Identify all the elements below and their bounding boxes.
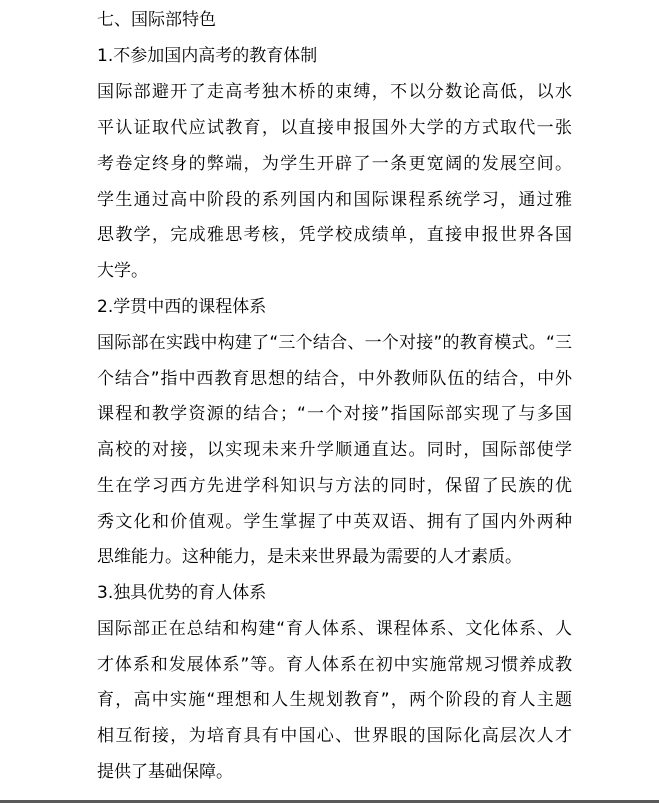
paragraph-1-line: 考卷定终身的弊端，为学生开辟了一条更宽阔的发展空间。 xyxy=(97,154,572,174)
paragraph-2-line: 个结合”指中西教育思想的结合，中外教师队伍的结合，中外 xyxy=(97,369,572,389)
paragraph-2-line: 高校的对接，以实现未来升学顺通直达。同时，国际部使学 xyxy=(97,440,572,460)
section-title: 七、国际部特色 xyxy=(97,10,216,30)
paragraph-3-line: 国际部正在总结和构建“育人体系、课程体系、文化体系、人 xyxy=(97,619,572,639)
subsection-title-2: 2.学贯中西的课程体系 xyxy=(97,297,267,317)
paragraph-2-line: 课程和教学资源的结合；“一个对接”指国际部实现了与多国 xyxy=(97,404,572,424)
paragraph-3-line: 相互衔接，为培育具有中国心、世界眼的国际化高层次人才 xyxy=(97,726,572,746)
paragraph-2-line: 思维能力。这种能力，是未来世界最为需要的人才素质。 xyxy=(97,547,522,567)
paragraph-2-line: 国际部在实践中构建了“三个结合、一个对接”的教育模式。“三 xyxy=(97,333,572,353)
subsection-title-1: 1.不参加国内高考的教育体制 xyxy=(97,46,318,66)
subsection-title-3: 3.独具优势的育人体系 xyxy=(97,583,267,603)
paragraph-2-line: 生在学习西方先进学科知识与方法的同时，保留了民族的优 xyxy=(97,476,572,496)
paragraph-3-line: 育，高中实施“理想和人生规划教育”，两个阶段的育人主题 xyxy=(97,690,572,710)
paragraph-3-line: 提供了基础保障。 xyxy=(97,762,233,782)
paragraph-1-line: 思教学，完成雅思考核，凭学校成绩单，直接申报世界各国 xyxy=(97,225,572,245)
paragraph-2-line: 秀文化和价值观。学生掌握了中英双语、拥有了国内外两种 xyxy=(97,512,572,532)
paragraph-1-line: 平认证取代应试教育，以直接申报国外大学的方式取代一张 xyxy=(97,118,572,138)
paragraph-1-line: 国际部避开了走高考独木桥的束缚，不以分数论高低，以水 xyxy=(97,82,572,102)
paragraph-1-line: 学生通过高中阶段的系列国内和国际课程系统学习，通过雅 xyxy=(97,190,572,210)
paragraph-3-line: 才体系和发展体系”等。育人体系在初中实施常规习惯养成教 xyxy=(97,655,572,675)
paragraph-1-line: 大学。 xyxy=(97,261,148,281)
